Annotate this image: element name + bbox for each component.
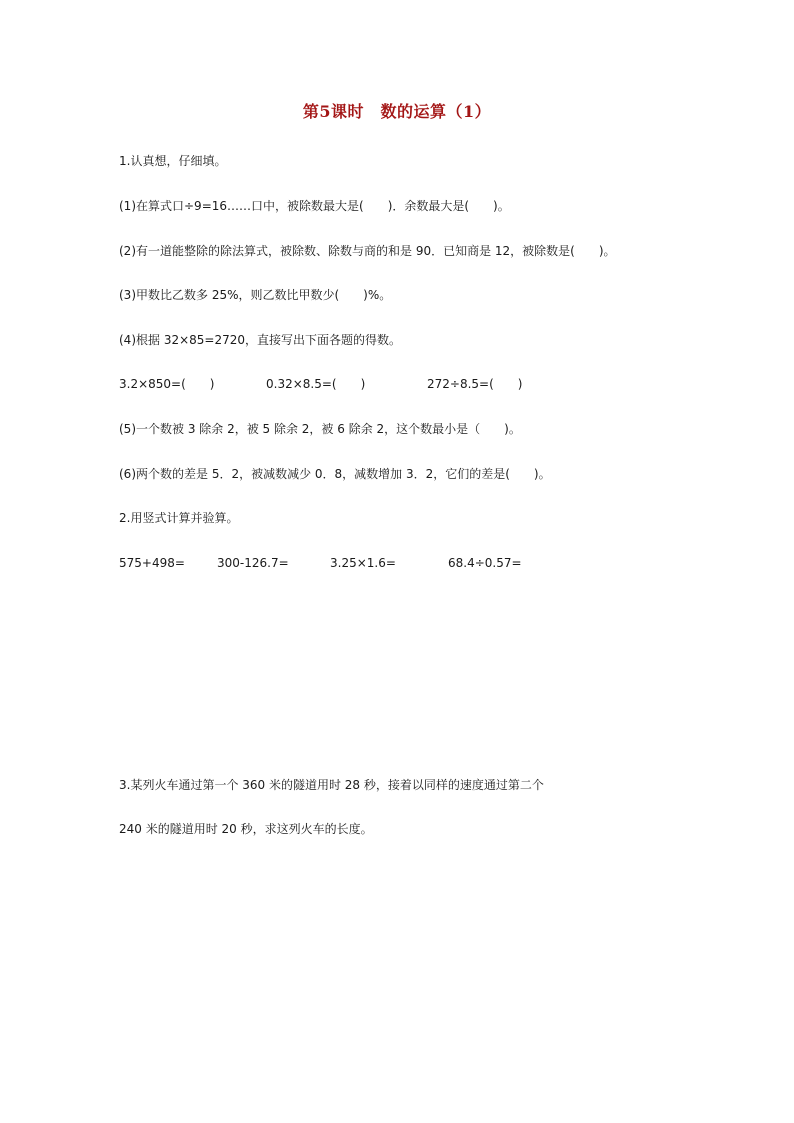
problem-2: 300-126.7= — [217, 556, 289, 570]
question-1-item-6: (6)两个数的差是 5．2，被减数减少 0．8，减数增加 3．2，它们的差是( )。 — [119, 467, 551, 481]
question-1-item-3: (3)甲数比乙数多 25%，则乙数比甲数少( )%。 — [119, 288, 392, 302]
problem-4: 68.4÷0.57= — [448, 556, 522, 570]
question-2-heading: 2.用竖式计算并验算。 — [119, 511, 239, 525]
question-1-heading: 1.认真想，仔细填。 — [119, 154, 227, 168]
question-3-line-1: 3.某列火车通过第一个 360 米的隧道用时 28 秒，接着以同样的速度通过第二个 — [119, 778, 544, 792]
sub-item-1: 3.2×850=( ) — [119, 377, 215, 391]
question-1-item-2: (2)有一道能整除的除法算式，被除数、除数与商的和是 90．已知商是 12，被除数是( )。 — [119, 244, 616, 258]
page-title: 第5课时 数的运算（1） — [302, 102, 492, 121]
question-1-item-1: (1)在算式口÷9=16……口中，被除数最大是( )．余数最大是( )。 — [119, 199, 510, 213]
sub-item-3: 272÷8.5=( ) — [427, 377, 523, 391]
sub-item-2: 0.32×8.5=( ) — [266, 377, 366, 391]
problem-3: 3.25×1.6= — [330, 556, 396, 570]
question-1-item-4: (4)根据 32×85=2720，直接写出下面各题的得数。 — [119, 333, 402, 347]
question-3-line-2: 240 米的隧道用时 20 秒，求这列火车的长度。 — [119, 822, 373, 836]
question-2-problems — [119, 555, 719, 571]
question-1-sub-items — [119, 376, 719, 392]
problem-1: 575+498= — [119, 556, 185, 570]
question-1-item-5: (5)一个数被 3 除余 2，被 5 除余 2，被 6 除余 2，这个数最小是（ )。 — [119, 422, 521, 436]
